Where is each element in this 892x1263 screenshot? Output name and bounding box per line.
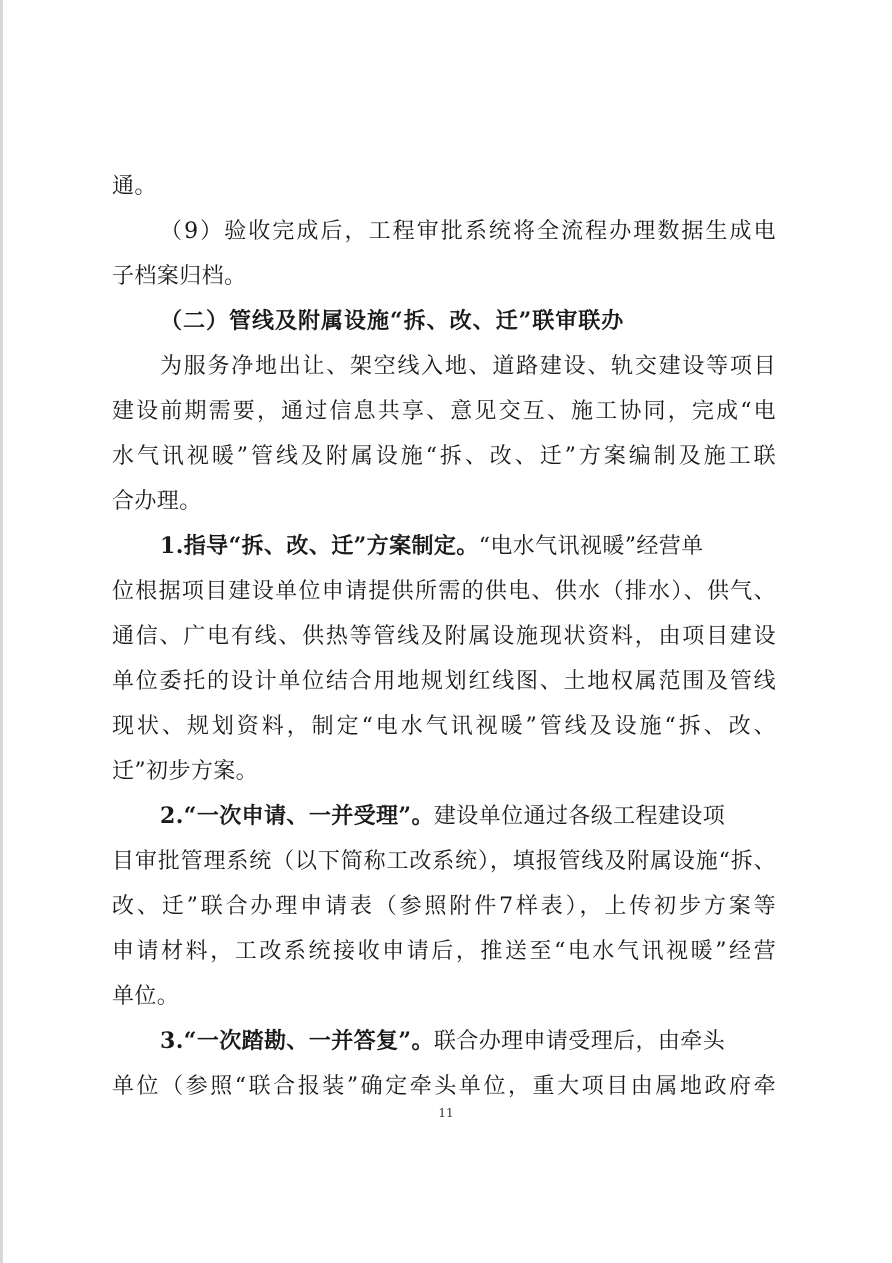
paragraph-line: 位根据项目建设单位申请提供所需的供电、供水（排水）、供气、 [112, 579, 776, 604]
paragraph-line: 现状、规划资料，制定“电水气讯视暖”管线及设施“拆、改、 [112, 714, 776, 739]
paragraph-line: 目审批管理系统（以下简称工改系统），填报管线及附属设施“拆、 [112, 849, 776, 874]
paragraph-line: 申请材料，工改系统接收申请后，推送至“电水气讯视暖”经营 [112, 939, 776, 964]
paragraph-line [112, 1019, 776, 1064]
paragraph-line: 通信、广电有线、供热等管线及附属设施现状资料，由项目建设 [112, 624, 776, 649]
paragraph-text: 建设单位通过各级工程建设项 [433, 804, 726, 829]
subsection-heading: 1.指导“拆、改、迁”方案制定。 [160, 533, 479, 559]
paragraph-text: 联合办理申请受理后，由牵头 [433, 1029, 726, 1054]
paragraph-line: 单位（参照“联合报装”确定牵头单位，重大项目由属地政府牵 [112, 1074, 776, 1099]
paragraph-line: 通。 [112, 174, 157, 199]
paragraph-line: 子档案归档。 [112, 264, 247, 289]
section-heading: （二）管线及附属设施“拆、改、迁”联审联办 [160, 308, 625, 334]
paragraph-line: 单位委托的设计单位结合用地规划红线图、土地权属范围及管线 [112, 669, 776, 694]
paragraph-line: 迁”初步方案。 [112, 759, 259, 784]
paragraph-line: 水气讯视暖”管线及附属设施“拆、改、迁”方案编制及施工联 [112, 444, 776, 469]
page-number: 11 [438, 1106, 454, 1120]
paragraph-line: （9）验收完成后，工程审批系统将全流程办理数据生成电 [160, 219, 776, 244]
paragraph-line [112, 524, 776, 569]
paragraph-line: 单位。 [112, 984, 180, 1009]
paragraph-line: 改、迁”联合办理申请表（参照附件7样表），上传初步方案等 [112, 894, 776, 919]
subsection-heading: 3.“一次踏勘、一并答复”。 [160, 1028, 434, 1054]
paragraph-line [112, 794, 776, 839]
paragraph-line: 合办理。 [112, 489, 202, 514]
subsection-heading: 2.“一次申请、一并受理”。 [160, 803, 434, 829]
document-body [112, 164, 776, 1109]
page-edge [0, 0, 3, 1263]
paragraph-line: 为服务净地出让、架空线入地、道路建设、轨交建设等项目 [160, 354, 776, 379]
paragraph-text: “电水气讯视暖”经营单 [478, 534, 704, 559]
paragraph-line: 建设前期需要，通过信息共享、意见交互、施工协同，完成“电 [112, 399, 776, 424]
